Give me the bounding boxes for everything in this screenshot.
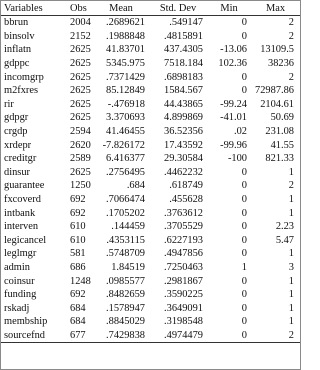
- obs-cell: 692: [70, 194, 86, 206]
- header-variables: Variables: [1, 1, 63, 16]
- variable-cell: leglmgr: [4, 248, 37, 260]
- max-cell: 2: [251, 329, 300, 343]
- table-row: [1, 220, 300, 234]
- std-dev-cell: .4815891: [164, 30, 203, 42]
- min-cell: -41.01: [220, 112, 247, 124]
- mean-cell: .7429838: [93, 329, 149, 343]
- mean-cell: 41.83701: [106, 44, 145, 56]
- std-dev-cell: .455628: [169, 194, 203, 206]
- min-cell: 0: [241, 248, 247, 260]
- max-cell: 231.08: [265, 126, 294, 138]
- table-row: [1, 301, 300, 315]
- mean-cell: 1.84519: [111, 261, 145, 273]
- max-cell: 2: [288, 180, 294, 192]
- max-cell: 50.69: [270, 112, 294, 124]
- summary-statistics-table: [1, 1, 300, 343]
- obs-cell: 692: [70, 207, 86, 219]
- min-cell: 0: [241, 166, 247, 178]
- header-mean: Mean: [93, 1, 149, 16]
- table-body: [1, 16, 300, 343]
- max-cell: 2: [288, 30, 294, 42]
- mean-cell: .7371429: [106, 71, 145, 83]
- table-row: [1, 111, 300, 125]
- mean-cell: .4353115: [106, 234, 145, 246]
- variable-cell: binsolv: [4, 30, 35, 42]
- header-std-dev: Std. Dev: [149, 1, 207, 16]
- obs-cell: 2625: [70, 58, 91, 70]
- obs-cell: 2625: [70, 44, 91, 56]
- table-row: [1, 138, 300, 152]
- max-cell: 1: [288, 166, 294, 178]
- obs-cell: 2589: [70, 153, 91, 165]
- min-cell: 0: [207, 329, 251, 343]
- min-cell: 0: [241, 275, 247, 287]
- obs-cell: 677: [63, 329, 93, 343]
- table-row: [1, 288, 300, 302]
- obs-cell: 692: [70, 289, 86, 301]
- table-row: [1, 234, 300, 248]
- variable-cell: gdppc: [4, 58, 30, 70]
- mean-cell: 3.370693: [106, 112, 145, 124]
- obs-cell: 2625: [70, 71, 91, 83]
- std-dev-cell: 7518.184: [164, 58, 203, 70]
- variable-cell: crgdp: [4, 126, 28, 138]
- obs-cell: 2620: [70, 139, 91, 151]
- table-row: [1, 16, 300, 30]
- max-cell: 2: [288, 17, 294, 29]
- std-dev-cell: .6227193: [164, 234, 203, 246]
- max-cell: 13109.5: [260, 44, 294, 56]
- header-row: [1, 1, 300, 16]
- variable-cell: coinsur: [4, 275, 35, 287]
- min-cell: 0: [241, 180, 247, 192]
- min-cell: 102.36: [218, 58, 247, 70]
- obs-cell: 581: [70, 248, 86, 260]
- mean-cell: .5748709: [106, 248, 145, 260]
- variable-cell: m2fxres: [4, 85, 39, 97]
- obs-cell: 684: [70, 316, 86, 328]
- obs-cell: 1250: [70, 180, 91, 192]
- variable-cell: membship: [4, 316, 48, 328]
- std-dev-cell: 1584.567: [164, 85, 203, 97]
- mean-cell: .0985577: [106, 275, 145, 287]
- std-dev-cell: .2981867: [164, 275, 203, 287]
- min-cell: 0: [241, 234, 247, 246]
- header-max: Max: [251, 1, 300, 16]
- std-dev-cell: .4947856: [164, 248, 203, 260]
- mean-cell: .2689621: [106, 17, 145, 29]
- std-dev-cell: .4462232: [164, 166, 203, 178]
- std-dev-cell: 4.899869: [164, 112, 203, 124]
- mean-cell: .1578947: [106, 302, 145, 314]
- std-dev-cell: .618749: [169, 180, 203, 192]
- min-cell: 0: [241, 289, 247, 301]
- obs-cell: 684: [70, 302, 86, 314]
- table-row: [1, 206, 300, 220]
- mean-cell: .8845029: [106, 316, 145, 328]
- std-dev-cell: .3705529: [164, 221, 203, 233]
- variable-cell: xrdepr: [4, 139, 32, 151]
- max-cell: 5.47: [275, 234, 294, 246]
- table-row: [1, 152, 300, 166]
- min-cell: -100: [227, 153, 247, 165]
- variable-cell: gdpgr: [4, 112, 29, 124]
- mean-cell: 85.12849: [106, 85, 145, 97]
- min-cell: 0: [241, 221, 247, 233]
- max-cell: 1: [288, 316, 294, 328]
- mean-cell: .2756495: [106, 166, 145, 178]
- variable-cell: legicancel: [4, 234, 47, 246]
- max-cell: 41.55: [270, 139, 294, 151]
- variable-cell: fxcoverd: [4, 194, 41, 206]
- max-cell: 1: [288, 302, 294, 314]
- obs-cell: 2594: [70, 126, 91, 138]
- table-row: [1, 179, 300, 193]
- max-cell: 1: [288, 289, 294, 301]
- std-dev-cell: .3649091: [164, 302, 203, 314]
- std-dev-cell: .7250463: [164, 261, 203, 273]
- table-row: [1, 30, 300, 44]
- variable-cell: dinsur: [4, 166, 30, 178]
- table-row: [1, 43, 300, 57]
- obs-cell: 2625: [70, 112, 91, 124]
- variable-cell: rir: [4, 98, 14, 110]
- obs-cell: 2152: [70, 30, 91, 42]
- table-row: [1, 315, 300, 329]
- std-dev-cell: .3763612: [164, 207, 203, 219]
- std-dev-cell: .3198548: [164, 316, 203, 328]
- min-cell: .02: [234, 126, 247, 138]
- table-row: [1, 70, 300, 84]
- variable-cell: funding: [4, 289, 37, 301]
- min-cell: 1: [241, 261, 247, 273]
- variable-cell: rskadj: [4, 302, 30, 314]
- obs-cell: 610: [70, 221, 86, 233]
- mean-cell: .7066474: [106, 194, 145, 206]
- mean-cell: .1705202: [106, 207, 145, 219]
- mean-cell: -.476918: [107, 98, 145, 110]
- max-cell: 2: [288, 71, 294, 83]
- variable-cell: sourcefnd: [1, 329, 63, 343]
- table-row: [1, 166, 300, 180]
- max-cell: 1: [288, 275, 294, 287]
- max-cell: 38236: [268, 58, 294, 70]
- obs-cell: 2625: [70, 98, 91, 110]
- obs-cell: 2004: [70, 17, 91, 29]
- max-cell: 3: [288, 261, 294, 273]
- std-dev-cell: 36.52356: [164, 126, 203, 138]
- table-row: [1, 125, 300, 139]
- table-row: [1, 98, 300, 112]
- min-cell: -99.24: [220, 98, 247, 110]
- min-cell: 0: [241, 207, 247, 219]
- header-obs: Obs: [63, 1, 93, 16]
- mean-cell: 41.46455: [106, 126, 145, 138]
- min-cell: -13.06: [220, 44, 247, 56]
- std-dev-cell: .549147: [169, 17, 203, 29]
- max-cell: 2104.61: [260, 98, 294, 110]
- mean-cell: 5345.975: [106, 58, 145, 70]
- max-cell: 72987.86: [255, 85, 294, 97]
- table-row: [1, 247, 300, 261]
- variable-cell: guarantee: [4, 180, 45, 192]
- obs-cell: 610: [70, 234, 86, 246]
- table-row: [1, 84, 300, 98]
- table-row: [1, 57, 300, 71]
- min-cell: 0: [241, 302, 247, 314]
- min-cell: 0: [241, 316, 247, 328]
- min-cell: 0: [241, 194, 247, 206]
- header-min: Min: [207, 1, 251, 16]
- variable-cell: intbank: [4, 207, 36, 219]
- mean-cell: -7.826172: [102, 139, 145, 151]
- obs-cell: 686: [70, 261, 86, 273]
- std-dev-cell: .4974479: [149, 329, 207, 343]
- std-dev-cell: 437.4305: [164, 44, 203, 56]
- table-row: [1, 329, 300, 343]
- obs-cell: 1248: [70, 275, 91, 287]
- std-dev-cell: .6898183: [164, 71, 203, 83]
- obs-cell: 2625: [70, 85, 91, 97]
- std-dev-cell: 29.30584: [164, 153, 203, 165]
- variable-cell: interven: [4, 221, 39, 233]
- max-cell: 2.23: [275, 221, 294, 233]
- obs-cell: 2625: [70, 166, 91, 178]
- min-cell: 0: [241, 85, 247, 97]
- std-dev-cell: 44.43865: [164, 98, 203, 110]
- min-cell: 0: [241, 30, 247, 42]
- variable-cell: creditgr: [4, 153, 37, 165]
- min-cell: 0: [241, 71, 247, 83]
- min-cell: -99.96: [220, 139, 247, 151]
- max-cell: 1: [288, 248, 294, 260]
- max-cell: 1: [288, 194, 294, 206]
- mean-cell: .1988848: [106, 30, 145, 42]
- variable-cell: admin: [4, 261, 30, 273]
- mean-cell: .684: [126, 180, 145, 192]
- mean-cell: .144459: [111, 221, 145, 233]
- variable-cell: inflatn: [4, 44, 32, 56]
- max-cell: 821.33: [265, 153, 294, 165]
- variable-cell: incomgrp: [4, 71, 44, 83]
- std-dev-cell: 17.43592: [164, 139, 203, 151]
- table-row: [1, 193, 300, 207]
- mean-cell: 6.416377: [106, 153, 145, 165]
- std-dev-cell: .3590225: [164, 289, 203, 301]
- mean-cell: .8482659: [106, 289, 145, 301]
- max-cell: 1: [288, 207, 294, 219]
- table-row: [1, 274, 300, 288]
- min-cell: 0: [241, 17, 247, 29]
- variable-cell: bbrun: [4, 17, 29, 29]
- table-row: [1, 261, 300, 275]
